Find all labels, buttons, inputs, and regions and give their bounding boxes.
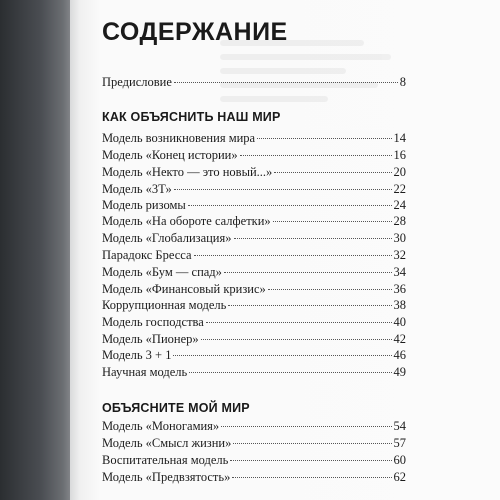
entry-page: 42 (393, 332, 406, 346)
toc-entry (102, 331, 406, 347)
dot-leader (234, 238, 392, 239)
dot-leader (232, 477, 391, 478)
entry-label: Модель «Финансовый кризис» (102, 282, 266, 296)
toc-entry (102, 213, 406, 229)
entry-page: 20 (393, 165, 406, 179)
toc-entry (102, 130, 406, 146)
toc-entry (102, 469, 406, 485)
toc-entry (102, 314, 406, 330)
entry-label: Модель «Смысл жизни» (102, 436, 232, 450)
entry-label: Коррупционная модель (102, 298, 227, 312)
dot-leader (174, 82, 398, 83)
entry-page: 28 (393, 214, 406, 228)
entry-page: 57 (393, 436, 406, 450)
entry-page: 34 (393, 265, 406, 279)
entry-page: 40 (393, 315, 406, 329)
toc-entry (102, 297, 406, 313)
entry-page: 46 (393, 348, 406, 362)
toc-entry (102, 197, 406, 213)
entry-page: 32 (393, 248, 406, 262)
dot-leader (201, 339, 392, 340)
entry-label: Модель «Конец истории» (102, 148, 238, 162)
entry-label: Модель ризомы (102, 198, 186, 212)
dot-leader (240, 155, 392, 156)
entry-page: 8 (399, 75, 406, 89)
entry-page: 54 (393, 419, 406, 433)
entry-label: Воспитательная модель (102, 453, 229, 467)
toc-entry (102, 147, 406, 163)
dot-leader (189, 372, 391, 373)
entry-label: Модель 3 + 1 (102, 348, 172, 362)
toc-entry (102, 347, 406, 363)
dot-leader (273, 221, 392, 222)
dot-leader (228, 305, 391, 306)
dot-leader (230, 460, 391, 461)
dot-leader (194, 255, 392, 256)
entry-label: Модель «Некто — это новый...» (102, 165, 273, 179)
toc-entry (102, 281, 406, 297)
toc-entry (102, 452, 406, 468)
toc-entry-preface (102, 74, 406, 90)
entry-label: Модель «Моногамия» (102, 419, 220, 433)
toc-entry (102, 418, 406, 434)
entry-label: Предисловие (102, 75, 172, 89)
dot-leader (257, 138, 391, 139)
entry-label: Модель «Пионер» (102, 332, 199, 346)
toc-entry (102, 230, 406, 246)
entry-label: Модель «Предвзятость» (102, 470, 231, 484)
entry-page: 49 (393, 365, 406, 379)
dot-leader (188, 205, 392, 206)
toc-entry (102, 181, 406, 197)
section-heading-1: КАК ОБЪЯСНИТЬ НАШ МИР (102, 110, 281, 124)
entry-page: 62 (393, 470, 406, 484)
toc-entry (102, 264, 406, 280)
book-spine-shadow (0, 0, 74, 500)
page-title: СОДЕРЖАНИЕ (102, 18, 288, 46)
entry-label: Модель возникновения мира (102, 131, 256, 145)
entry-page: 60 (393, 453, 406, 467)
entry-page: 30 (393, 231, 406, 245)
toc-entry (102, 435, 406, 451)
entry-label: Модель «На обороте салфетки» (102, 214, 271, 228)
dot-leader (233, 443, 391, 444)
entry-page: 16 (393, 148, 406, 162)
entry-page: 36 (393, 282, 406, 296)
entry-label: Модель «Глобализация» (102, 231, 232, 245)
dot-leader (174, 189, 392, 190)
dot-leader (173, 355, 391, 356)
entry-label: Научная модель (102, 365, 188, 379)
dot-leader (221, 426, 391, 427)
entry-page: 24 (393, 198, 406, 212)
section-heading-2: ОБЪЯСНИТЕ МОЙ МИР (102, 401, 250, 415)
toc-entry (102, 164, 406, 180)
entry-page: 38 (393, 298, 406, 312)
toc-page (70, 0, 500, 500)
toc-entry (102, 247, 406, 263)
entry-page: 14 (393, 131, 406, 145)
dot-leader (224, 272, 392, 273)
entry-label: Парадокс Бресса (102, 248, 192, 262)
entry-page: 22 (393, 182, 406, 196)
entry-label: Модель «3Т» (102, 182, 172, 196)
dot-leader (206, 322, 392, 323)
dot-leader (274, 172, 391, 173)
entry-label: Модель господства (102, 315, 204, 329)
toc-entry (102, 364, 406, 380)
dot-leader (268, 289, 392, 290)
entry-label: Модель «Бум — спад» (102, 265, 222, 279)
